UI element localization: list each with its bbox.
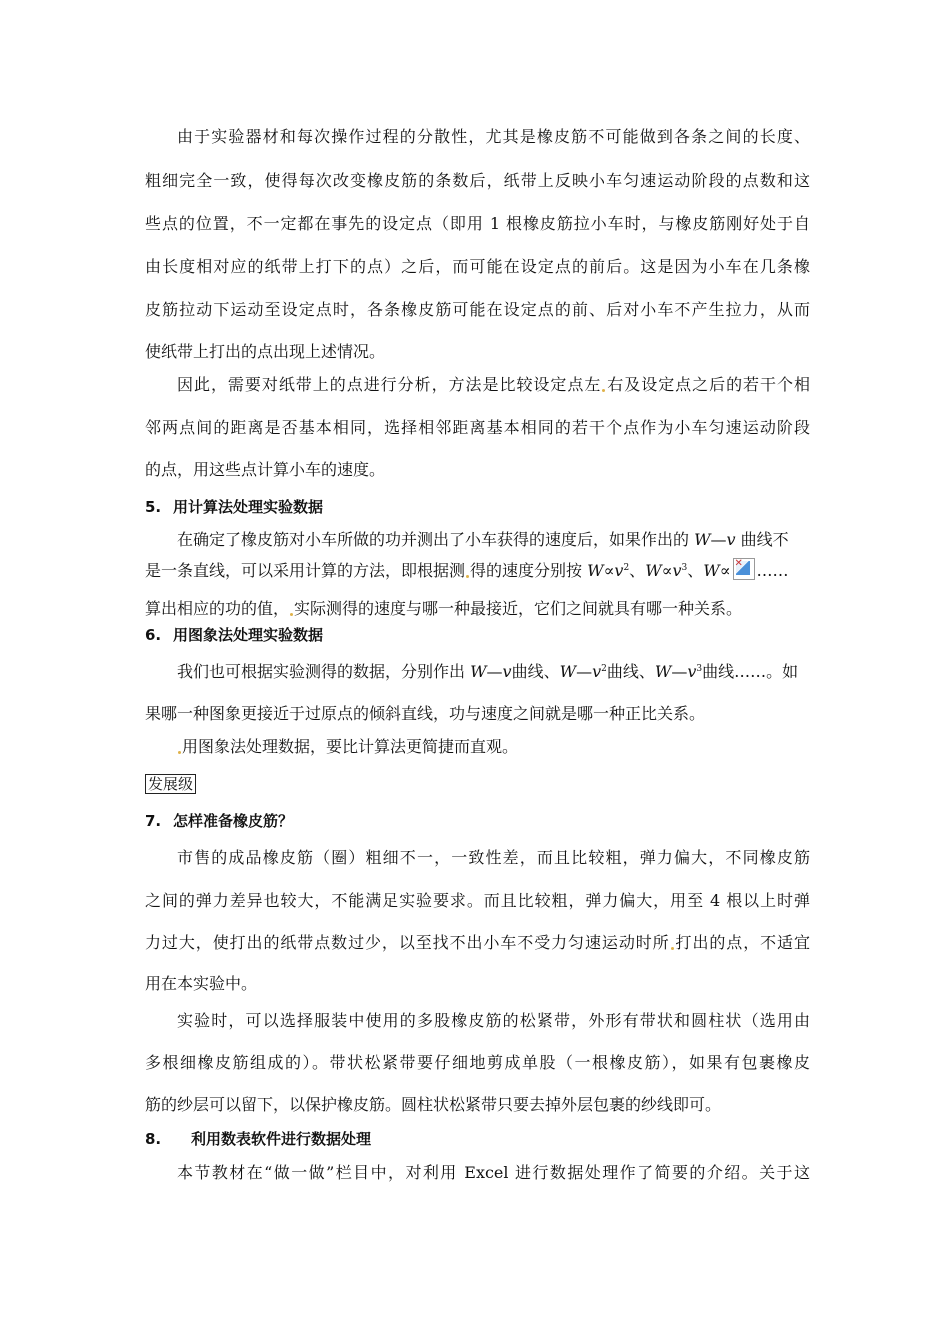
heading-5-number: 5. <box>145 498 162 516</box>
anchor-mark <box>602 389 605 392</box>
exponent-3: 3 <box>696 664 703 674</box>
p2-line-2: 邻两点间的距离是否基本相同，选择相邻距离基本相同的若干个点作为小车匀速运动阶段 <box>145 418 810 437</box>
curve-word: 曲线 <box>511 662 544 681</box>
exponent-2: 2 <box>601 664 607 674</box>
heading-6-text: 用图象法处理实验数据 <box>173 626 324 644</box>
dash: — <box>671 662 688 681</box>
var-w: W <box>559 662 577 681</box>
separator: 、 <box>638 662 655 681</box>
p1-line-1: 由于实验器材和每次操作过程的分散性，尤其是橡皮筋不可能做到各条之间的长度、 <box>177 127 810 146</box>
dash: — <box>576 662 593 681</box>
var-w: W <box>645 561 662 580</box>
anchor-mark <box>290 613 293 616</box>
var-v: v <box>687 662 697 681</box>
proportional-symbol: ∝ <box>719 561 731 580</box>
curve-word: 曲线 <box>702 662 735 681</box>
level-label: 发展级 <box>145 774 196 794</box>
p1-line-5: 皮筋拉动下运动至设定点时，各条橡皮筋可能在设定点的前、后对小车不产生拉力，从而 <box>145 300 810 319</box>
p3-line-2 <box>145 558 810 582</box>
p2-line-1-a: 因此，需要对纸带上的点进行分析，方法是比较设定点左 <box>177 375 602 394</box>
p3-text: 实际测得的速度与哪一种最接近，它们之间就具有哪一种关系。 <box>294 599 743 618</box>
proportional-symbol: ∝ <box>661 561 673 580</box>
anchor-mark <box>466 575 469 578</box>
heading-5-text: 用计算法处理实验数据 <box>173 498 324 516</box>
separator: 、 <box>629 561 646 580</box>
p4-line-3 <box>145 736 810 758</box>
p3-text: 曲线不 <box>735 530 789 549</box>
separator: 、 <box>687 561 704 580</box>
var-v: v <box>502 662 512 681</box>
p1-line-4: 由长度相对应的纸带上打下的点）之后，而可能在设定点的前后。这是因为小车在几条橡 <box>145 257 810 276</box>
var-w: W <box>694 530 711 549</box>
p4-line-2: 果哪一种图象更接近于过原点的倾斜直线，功与速度之间就是哪一种正比关系。 <box>145 704 706 723</box>
var-w: W <box>703 561 720 580</box>
p3-line-1 <box>145 529 810 551</box>
var-v: v <box>614 561 624 580</box>
p5-line-2: 之间的弹力差异也较大，不能满足实验要求。而且比较粗，弹力偏大，用至 4 根以上时弹 <box>145 891 810 910</box>
heading-7-text: 怎样准备橡皮筋？ <box>173 812 294 830</box>
p3-text: 算出相应的功的值， <box>145 599 290 618</box>
exponent-2: 2 <box>623 563 630 573</box>
var-v: v <box>672 561 682 580</box>
heading-8 <box>145 1128 810 1150</box>
p4-text: ……。如 <box>734 662 799 681</box>
heading-8-number: 8. <box>145 1130 162 1148</box>
heading-6-number: 6. <box>145 626 162 644</box>
p4-text: 我们也可根据实验测得的数据，分别作出 <box>177 662 471 681</box>
p6-line-1: 实验时，可以选择服装中使用的多股橡皮筋的松紧带，外形有带状和圆柱状（选用由 <box>177 1011 810 1030</box>
heading-7 <box>145 810 810 832</box>
p4-line-1 <box>145 661 810 683</box>
p5-line-3 <box>145 932 810 954</box>
p3-text: 得的速度分别按 <box>470 561 588 580</box>
p4-text: 用图象法处理数据，要比计算法更简捷而直观。 <box>182 737 519 756</box>
p2-line-3: 的点，用这些点计算小车的速度。 <box>145 460 386 479</box>
heading-5 <box>145 496 810 518</box>
anchor-mark <box>671 947 674 950</box>
var-v: v <box>726 530 736 549</box>
var-v: v <box>592 662 602 681</box>
exponent-3: 3 <box>681 563 688 573</box>
var-w: W <box>654 662 672 681</box>
p3-text: 在确定了橡皮筋对小车所做的功并测出了小车获得的速度后，如果作出的 <box>177 530 695 549</box>
proportional-symbol: ∝ <box>603 561 615 580</box>
p5-line-4: 用在本实验中。 <box>145 974 258 993</box>
p1-line-2: 粗细完全一致，使得每次改变橡皮筋的条数后，纸带上反映小车匀速运动阶段的点数和这 <box>145 171 810 190</box>
anchor-mark <box>178 751 181 754</box>
p5-line-1: 市售的成品橡皮筋（圈）粗细不一，一致性差，而且比较粗，弹力偏大，不同橡皮筋 <box>177 848 810 867</box>
p3-text: 是一条直线，可以采用计算的方法，即根据测 <box>145 561 466 580</box>
separator: 、 <box>543 662 560 681</box>
p3-line-3 <box>145 598 810 620</box>
broken-image-icon: ✕ <box>733 558 755 580</box>
var-w: W <box>470 662 487 681</box>
p5-text: 力过大，使打出的纸带点数过少，以至找不出小车不受力匀速运动时所 <box>145 933 670 952</box>
p7-line-1: 本节教材在“做一做”栏目中，对利用 Excel 进行数据处理作了简要的介绍。关于这 <box>177 1163 810 1182</box>
p1-line-3: 些点的位置，不一定都在事先的设定点（即用 1 根橡皮筋拉小车时，与橡皮筋刚好处于自 <box>145 214 810 233</box>
ellipsis: …… <box>756 561 789 580</box>
level-label-row <box>145 773 810 795</box>
p6-line-2: 多根细橡皮筋组成的）。带状松紧带要仔细地剪成单股（一根橡皮筋），如果有包裹橡皮 <box>145 1053 810 1072</box>
p1-line-6: 使纸带上打出的点出现上述情况。 <box>145 342 386 361</box>
dash: — <box>710 530 727 549</box>
p2-line-1-b: 右及设定点之后的若干个相 <box>606 375 810 394</box>
p5-text: 打出的点，不适宜 <box>674 933 810 952</box>
var-w: W <box>587 561 604 580</box>
heading-6 <box>145 624 810 646</box>
p6-line-3: 筋的纱层可以留下，以保护橡皮筋。圆柱状松紧带只要去掉外层包裹的纱线即可。 <box>145 1095 722 1114</box>
curve-word: 曲线 <box>606 662 639 681</box>
heading-8-text: 利用数表软件进行数据处理 <box>191 1130 372 1148</box>
p2-line-1 <box>145 374 810 396</box>
dash: — <box>486 662 503 681</box>
heading-7-number: 7. <box>145 812 162 830</box>
